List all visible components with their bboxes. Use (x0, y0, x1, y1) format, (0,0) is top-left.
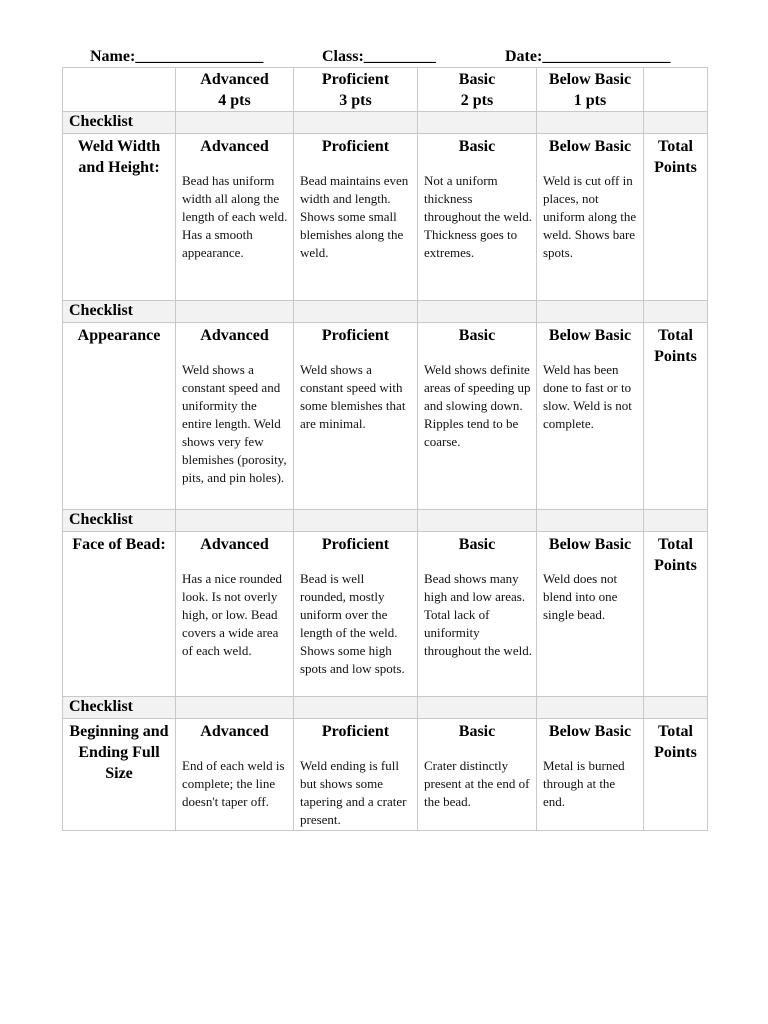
level-name: Proficient (321, 536, 390, 553)
level-name: Below Basic (548, 327, 632, 344)
level-name: Advanced (200, 723, 269, 740)
checklist-cell[interactable] (418, 301, 537, 323)
level-description: Weld shows a constant speed and uniformity the entire length. Weld shows very few blemishes (porosity, pits, and pin holes). (182, 362, 287, 485)
checklist-cell[interactable] (537, 301, 644, 323)
level-description: Bead maintains even width and length. Shows some small blemishes along the weld. (300, 173, 409, 260)
level-name: Proficient (321, 327, 390, 344)
checklist-cell[interactable] (176, 510, 294, 532)
level-header-row (63, 68, 708, 112)
checklist-row (63, 112, 708, 134)
level-description: Crater distinctly present at the end of the bead. (424, 758, 530, 809)
checklist-row (63, 510, 708, 532)
level-header-advanced: Advanced 4 pts (176, 68, 294, 112)
level-name: Below Basic (548, 536, 632, 553)
checklist-cell[interactable] (537, 510, 644, 532)
level-description: Bead has uniform width all along the length of each weld. Has a smooth appearance. (182, 173, 288, 260)
level-header-below-basic: Below Basic 1 pts (537, 68, 644, 112)
level-header-empty (644, 68, 708, 112)
criterion-row (63, 323, 708, 510)
level-name: Below Basic (548, 138, 632, 155)
level-name: Advanced (200, 536, 269, 553)
level-name: Basic (458, 723, 496, 740)
checklist-cell[interactable] (176, 301, 294, 323)
checklist-cell[interactable] (644, 510, 708, 532)
level-description: Weld shows a constant speed with some blemishes that are minimal. (300, 362, 406, 431)
checklist-row (63, 697, 708, 719)
checklist-label: Checklist (63, 697, 176, 719)
student-info-header (62, 47, 706, 67)
criterion-row (63, 134, 708, 301)
class-field-label[interactable]: Class:_________ (322, 48, 436, 65)
checklist-cell[interactable] (644, 112, 708, 134)
level-header-basic: Basic 2 pts (418, 68, 537, 112)
total-points-label: Total Points (654, 327, 697, 365)
checklist-cell[interactable] (644, 301, 708, 323)
level-description: Weld shows definite areas of speeding up and slowing down. Ripples tend to be coarse. (424, 362, 531, 449)
checklist-label: Checklist (63, 301, 176, 323)
checklist-cell[interactable] (537, 697, 644, 719)
level-description: Metal is burned through at the end. (543, 758, 625, 809)
level-name: Basic (458, 327, 496, 344)
level-name: Basic (458, 536, 496, 553)
criterion-name: Beginning and Ending Full Size (69, 723, 169, 782)
level-name: Advanced (200, 138, 269, 155)
name-field-label[interactable]: Name:________________ (90, 48, 264, 65)
checklist-cell[interactable] (418, 510, 537, 532)
welding-rubric-table (62, 67, 708, 831)
corner-cell (63, 68, 176, 112)
level-name: Advanced (200, 327, 269, 344)
total-points-label: Total Points (654, 723, 697, 761)
criterion-name: Weld Width and Height: (77, 138, 161, 176)
criterion-name: Face of Bead: (72, 536, 166, 553)
checklist-label: Checklist (63, 112, 176, 134)
level-description: Weld has been done to fast or to slow. Weld is not complete. (543, 362, 632, 431)
criterion-row (63, 532, 708, 697)
checklist-cell[interactable] (294, 510, 418, 532)
level-description: Weld ending is full but shows some tapering and a crater present. (300, 758, 407, 827)
level-name: Proficient (321, 138, 390, 155)
level-name: Below Basic (548, 723, 632, 740)
checklist-cell[interactable] (537, 112, 644, 134)
criterion-row (63, 719, 708, 831)
checklist-cell[interactable] (418, 112, 537, 134)
checklist-cell[interactable] (418, 697, 537, 719)
level-description: Has a nice rounded look. Is not overly high, or low. Bead covers a wide area of each weld. (182, 571, 282, 658)
total-points-label: Total Points (654, 138, 697, 176)
level-description: End of each weld is complete; the line doesn't taper off. (182, 758, 285, 809)
date-field-label[interactable]: Date:________________ (505, 48, 671, 65)
level-name: Proficient (321, 723, 390, 740)
checklist-cell[interactable] (294, 301, 418, 323)
checklist-cell[interactable] (294, 112, 418, 134)
total-points-label: Total Points (654, 536, 697, 574)
checklist-cell[interactable] (176, 112, 294, 134)
level-description: Weld does not blend into one single bead. (543, 571, 618, 622)
level-header-proficient: Proficient 3 pts (294, 68, 418, 112)
checklist-label: Checklist (63, 510, 176, 532)
level-description: Bead shows many high and low areas. Total lack of uniformity throughout the weld. (424, 571, 532, 658)
level-name: Basic (458, 138, 496, 155)
checklist-cell[interactable] (294, 697, 418, 719)
criterion-name: Appearance (77, 327, 161, 344)
checklist-cell[interactable] (176, 697, 294, 719)
checklist-row (63, 301, 708, 323)
checklist-cell[interactable] (644, 697, 708, 719)
level-description: Weld is cut off in places, not uniform along the weld. Shows bare spots. (543, 173, 637, 260)
level-description: Bead is well rounded, mostly uniform over the length of the weld. Shows some high spots and low spots. (300, 571, 405, 676)
level-description: Not a uniform thickness throughout the weld. Thickness goes to extremes. (424, 173, 532, 260)
